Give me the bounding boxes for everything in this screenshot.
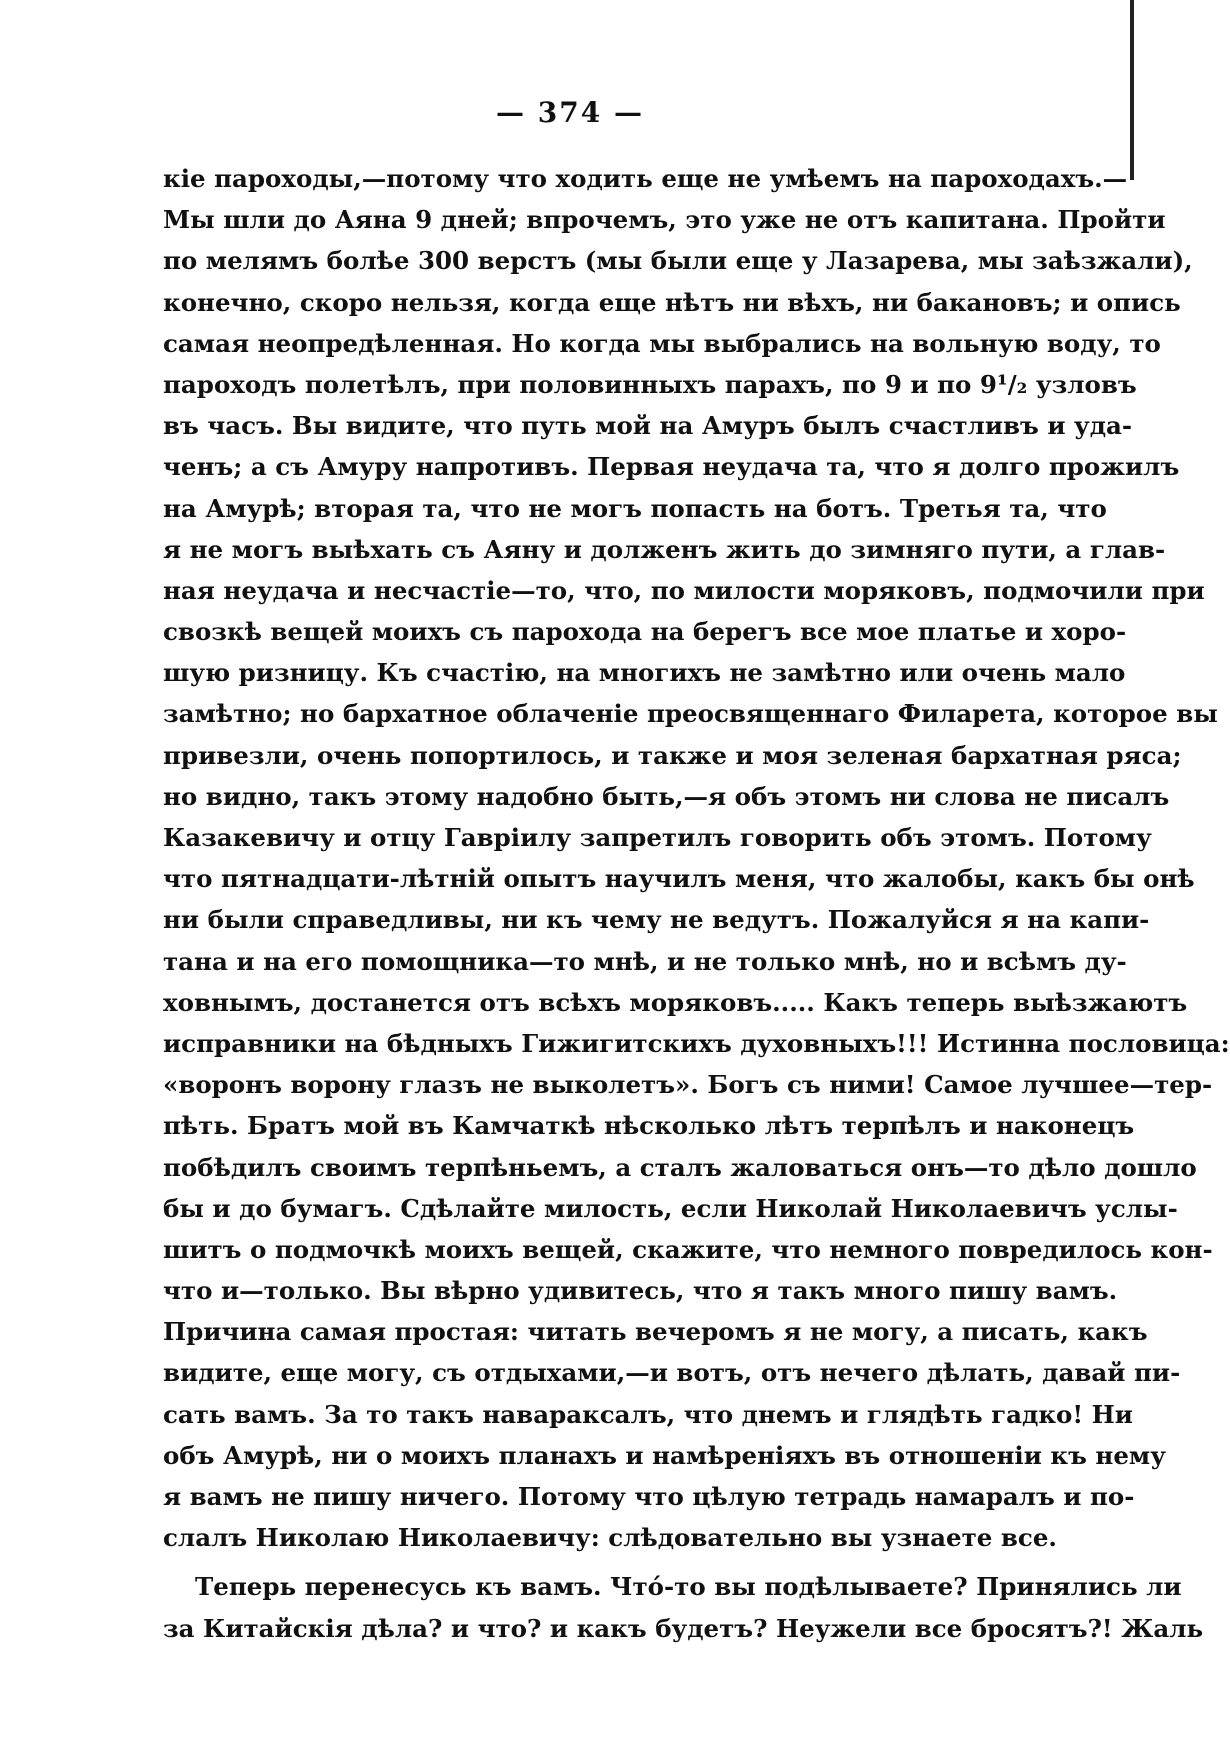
text-line: свозкѣ вещей моихъ съ парохода на берегъ все мое платье и хоро- (163, 617, 1127, 647)
text-line: сать вамъ. За то такъ навараксалъ, что днемъ и глядѣть гадко! Ни (163, 1399, 1133, 1429)
text-line: «воронъ ворону глазъ не выколетъ». Богъ съ ними! Самое лучшее—тер- (163, 1070, 1213, 1100)
paragraph-2 (163, 1566, 1204, 1648)
text-line: самая неопредѣленная. Но когда мы выбрались на вольную воду, то (163, 328, 1161, 358)
paragraph-gap (163, 1558, 1055, 1566)
text-line: Теперь перенесусь къ вамъ. Чтó-то вы подѣлываете? Принялись ли (195, 1572, 1182, 1602)
text-line: за Китайскія дѣла? и что? и какъ будетъ? Неужели все бросятъ?! Жаль (163, 1613, 1204, 1643)
text-line: но видно, такъ этому надобно быть,—я объ этомъ ни слова не писалъ (163, 781, 1170, 811)
text-line: пароходъ полетѣлъ, при половинныхъ парахъ, по 9 и по 9¹/₂ узловъ (163, 369, 1137, 399)
paragraph-1 (163, 158, 1230, 1558)
text-line: объ Амурѣ, ни о моихъ планахъ и намѣреніяхъ въ отношеніи къ нему (163, 1440, 1166, 1470)
text-line: на Амурѣ; вторая та, что не могъ попасть на ботъ. Третья та, что (163, 493, 1107, 523)
page-text (163, 158, 1230, 1649)
text-line: побѣдилъ своимъ терпѣньемъ, а сталъ жаловаться онъ—то дѣло дошло (163, 1152, 1197, 1182)
text-line: слалъ Николаю Николаевичу: слѣдовательно вы узнаете все. (163, 1523, 1057, 1553)
text-line: замѣтно; но бархатное облаченіе преосвященнаго Филарета, которое вы (163, 699, 1218, 729)
text-line: пѣть. Братъ мой въ Камчаткѣ нѣсколько лѣтъ терпѣлъ и наконецъ (163, 1111, 1135, 1141)
text-line: что пятнадцати-лѣтній опытъ научилъ меня, что жалобы, какъ бы онѣ (163, 864, 1195, 894)
text-line: ченъ; а съ Амуру напротивъ. Первая неудача та, что я долго прожилъ (163, 452, 1180, 482)
text-line: конечно, скоро нельзя, когда еще нѣтъ ни вѣхъ, ни бакановъ; и опись (163, 287, 1181, 317)
text-line: шую ризницу. Къ счастію, на многихъ не замѣтно или очень мало (163, 658, 1126, 688)
text-line: въ часъ. Вы видите, что путь мой на Амуръ былъ счастливъ и уда- (163, 411, 1133, 441)
text-line: тана и на его помощника—то мнѣ, и не только мнѣ, но и всѣмъ ду- (163, 946, 1127, 976)
text-line: я не могъ выѣхать съ Аяну и долженъ жить до зимняго пути, а глав- (163, 534, 1166, 564)
text-line: кіе пароходы,—потому что ходить еще не умѣемъ на пароходахъ.— (163, 164, 1128, 193)
text-line: я вамъ не пишу ничего. Потому что цѣлую тетрадь намаралъ и по- (163, 1482, 1135, 1511)
text-line: Причина самая простая: читать вечеромъ я не могу, а писать, какъ (163, 1317, 1148, 1347)
text-line: шитъ о подмочкѣ моихъ вещей, скажите, что немного повредилось кон- (163, 1234, 1213, 1264)
page-edge-mark (1130, 0, 1134, 180)
text-line: ховнымъ, достанется отъ всѣхъ моряковъ..... Какъ теперь выѣзжаютъ (163, 987, 1188, 1017)
page-number: — 374 — (496, 96, 644, 129)
text-line: Казакевичу и отцу Гавріилу запретилъ говорить объ этомъ. Потому (163, 823, 1152, 852)
text-line: по мелямъ болѣе 300 верстъ (мы были еще у Лазарева, мы заѣзжали), (163, 246, 1193, 276)
text-line: ни были справедливы, ни къ чему не ведутъ. Пожалуйся я на капи- (163, 905, 1150, 935)
text-line: бы и до бумагъ. Сдѣлайте милость, если Николай Николаевичъ услы- (163, 1193, 1178, 1223)
text-line: привезли, очень попортилось, и также и моя зеленая бархатная ряса; (163, 740, 1182, 770)
text-line: что и—только. Вы вѣрно удивитесь, что я такъ много пишу вамъ. (163, 1276, 1118, 1306)
text-line: исправники на бѣдныхъ Гижигитскихъ духовныхъ!!! Истинна пословица: (163, 1028, 1230, 1058)
text-line: Мы шли до Аяна 9 дней; впрочемъ, это уже не отъ капитана. Пройти (163, 205, 1166, 235)
text-line: ная неудача и несчастіе—то, что, по милости моряковъ, подмочили при (163, 575, 1205, 605)
text-line: видите, еще могу, съ отдыхами,—и вотъ, отъ нечего дѣлать, давай пи- (163, 1358, 1181, 1388)
